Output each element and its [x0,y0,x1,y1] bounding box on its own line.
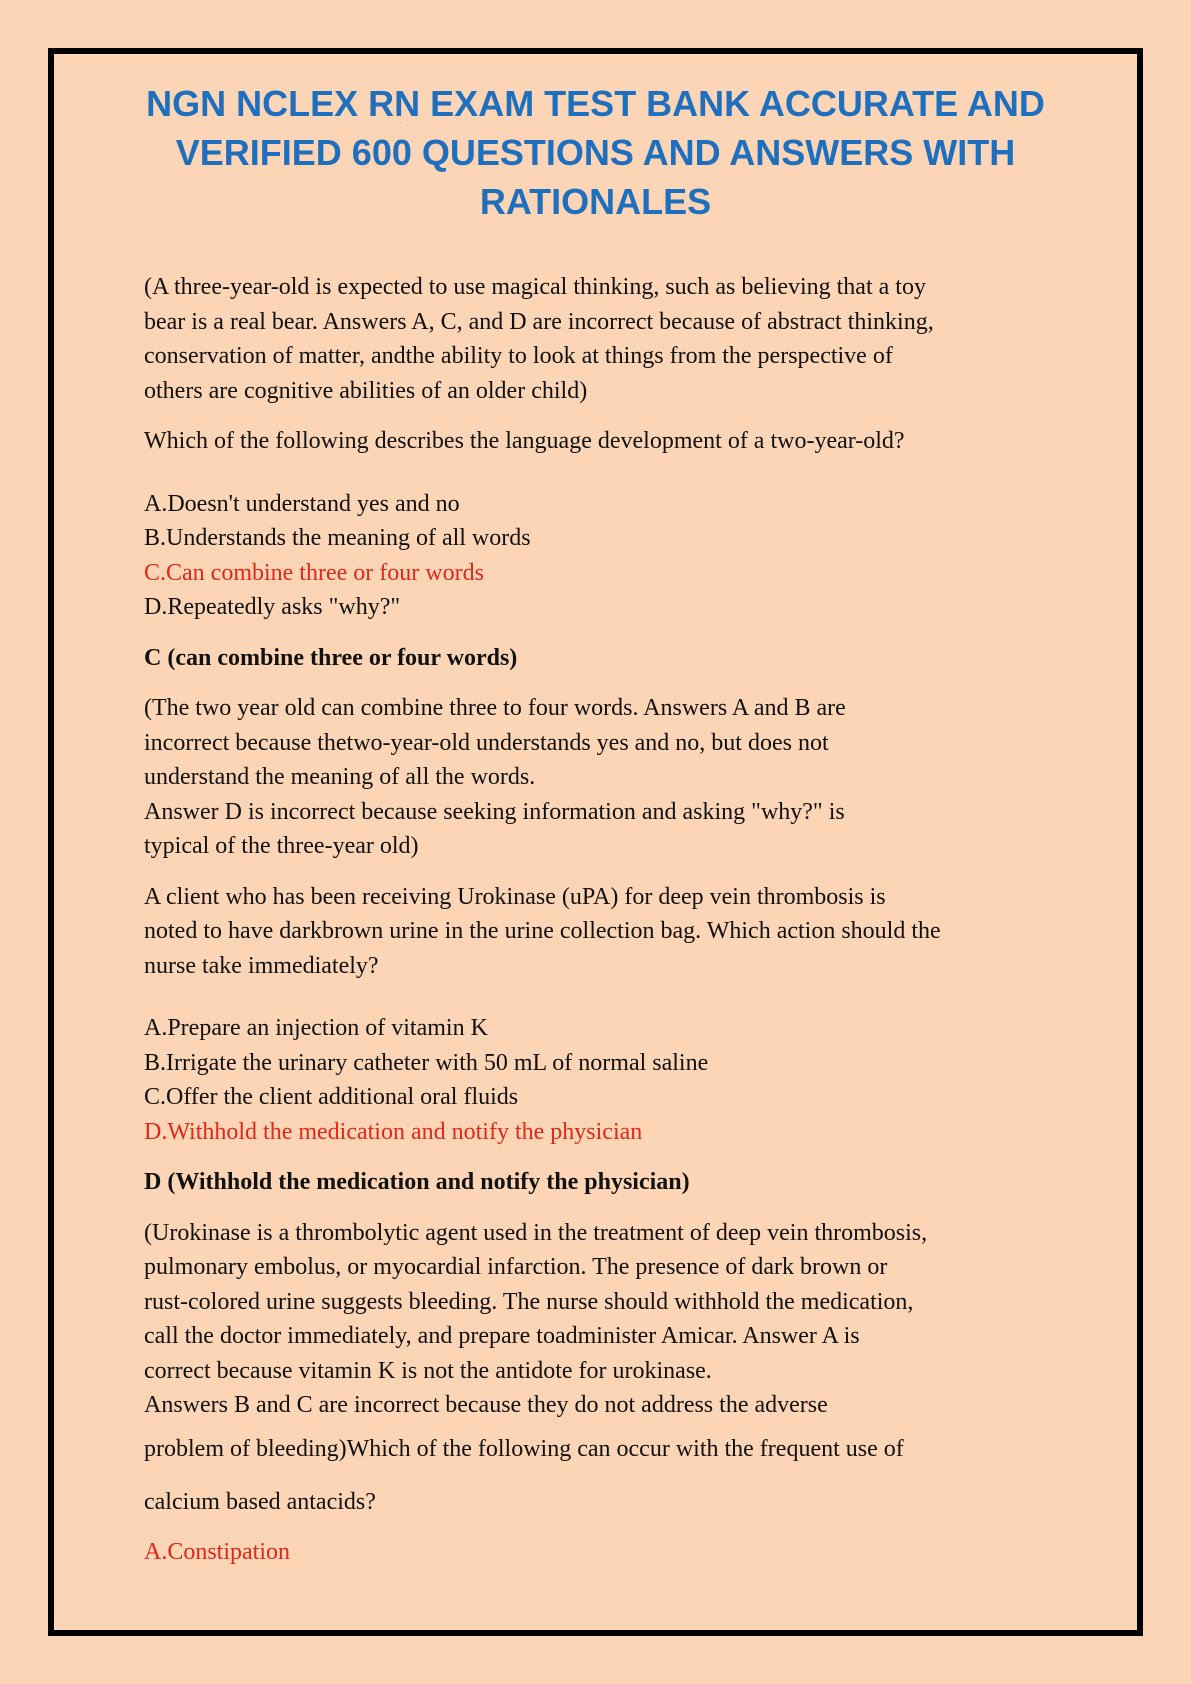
options-list [144,1011,1089,1149]
rationale-paragraph: (The two year old can combine three to four words. Answers A and B are incorrect because thetwo-year-old understands yes and no, but does not understand the meaning of all the words. Answer D is incorrect because seeking information and asking "why?" is typical of the three-year old) [144,695,846,859]
document-title: NGN NCLEX RN EXAM TEST BANK ACCURATE AND VERIFIED 600 QUESTIONS AND ANSWERS WITH RATIONALES [146,83,1045,222]
option-item: A.Doesn't understand yes and no [144,490,460,517]
option-item: B.Understands the meaning of all words [144,525,531,551]
document-body [144,270,1089,1585]
answer-line: D (Withhold the medication and notify the physician) [144,1169,690,1195]
question-text: A client who has been receiving Urokinase (uPA) for deep vein thrombosis is noted to have darkbrown urine in the urine collection bag. Which action should the nurse take immediately? [144,883,941,979]
option-item: A.Prepare an injection of vitamin K [144,1015,488,1041]
option-item-correct: A.Constipation [144,1538,291,1565]
answer-line: C (can combine three or four words) [144,644,518,671]
option-item-correct: C.Can combine three or four words [144,559,484,586]
option-item-correct: D.Withhold the medication and notify the physician [144,1118,643,1145]
rationale-paragraph: (Urokinase is a thrombolytic agent used in the treatment of deep vein thrombosis, pulmonary embolus, or myocardial infarction. The presence of dark brown or rust-colored urine suggests bleeding. The nurse should withhold the medication, call the doctor immediately, and prepare toadminister Amicar. Answer A is correct because vitamin K is not the antidote for urokinase. Answers B and C are incorrect because they do not address the adverse [144,1219,928,1418]
question-text: Which of the following describes the language development of a two-year-old? [144,428,905,454]
option-item: D.Repeatedly asks "why?" [144,594,401,620]
question-text: problem of bleeding)Which of the following can occur with the frequent use of calcium based antacids? [144,1435,904,1515]
options-list [144,487,1089,625]
option-item: B.Irrigate the urinary catheter with 50 mL of normal saline [144,1049,709,1076]
option-item: C.Offer the client additional oral fluids [144,1084,519,1110]
options-list [144,1535,1089,1570]
rationale-paragraph: (A three-year-old is expected to use magical thinking, such as believing that a toy bear is a real bear. Answers A, C, and D are incorrect because of abstract thinking, conservation of matter, andthe ability to look at things from the perspective of others are cognitive abilities of an older child) [144,274,934,404]
